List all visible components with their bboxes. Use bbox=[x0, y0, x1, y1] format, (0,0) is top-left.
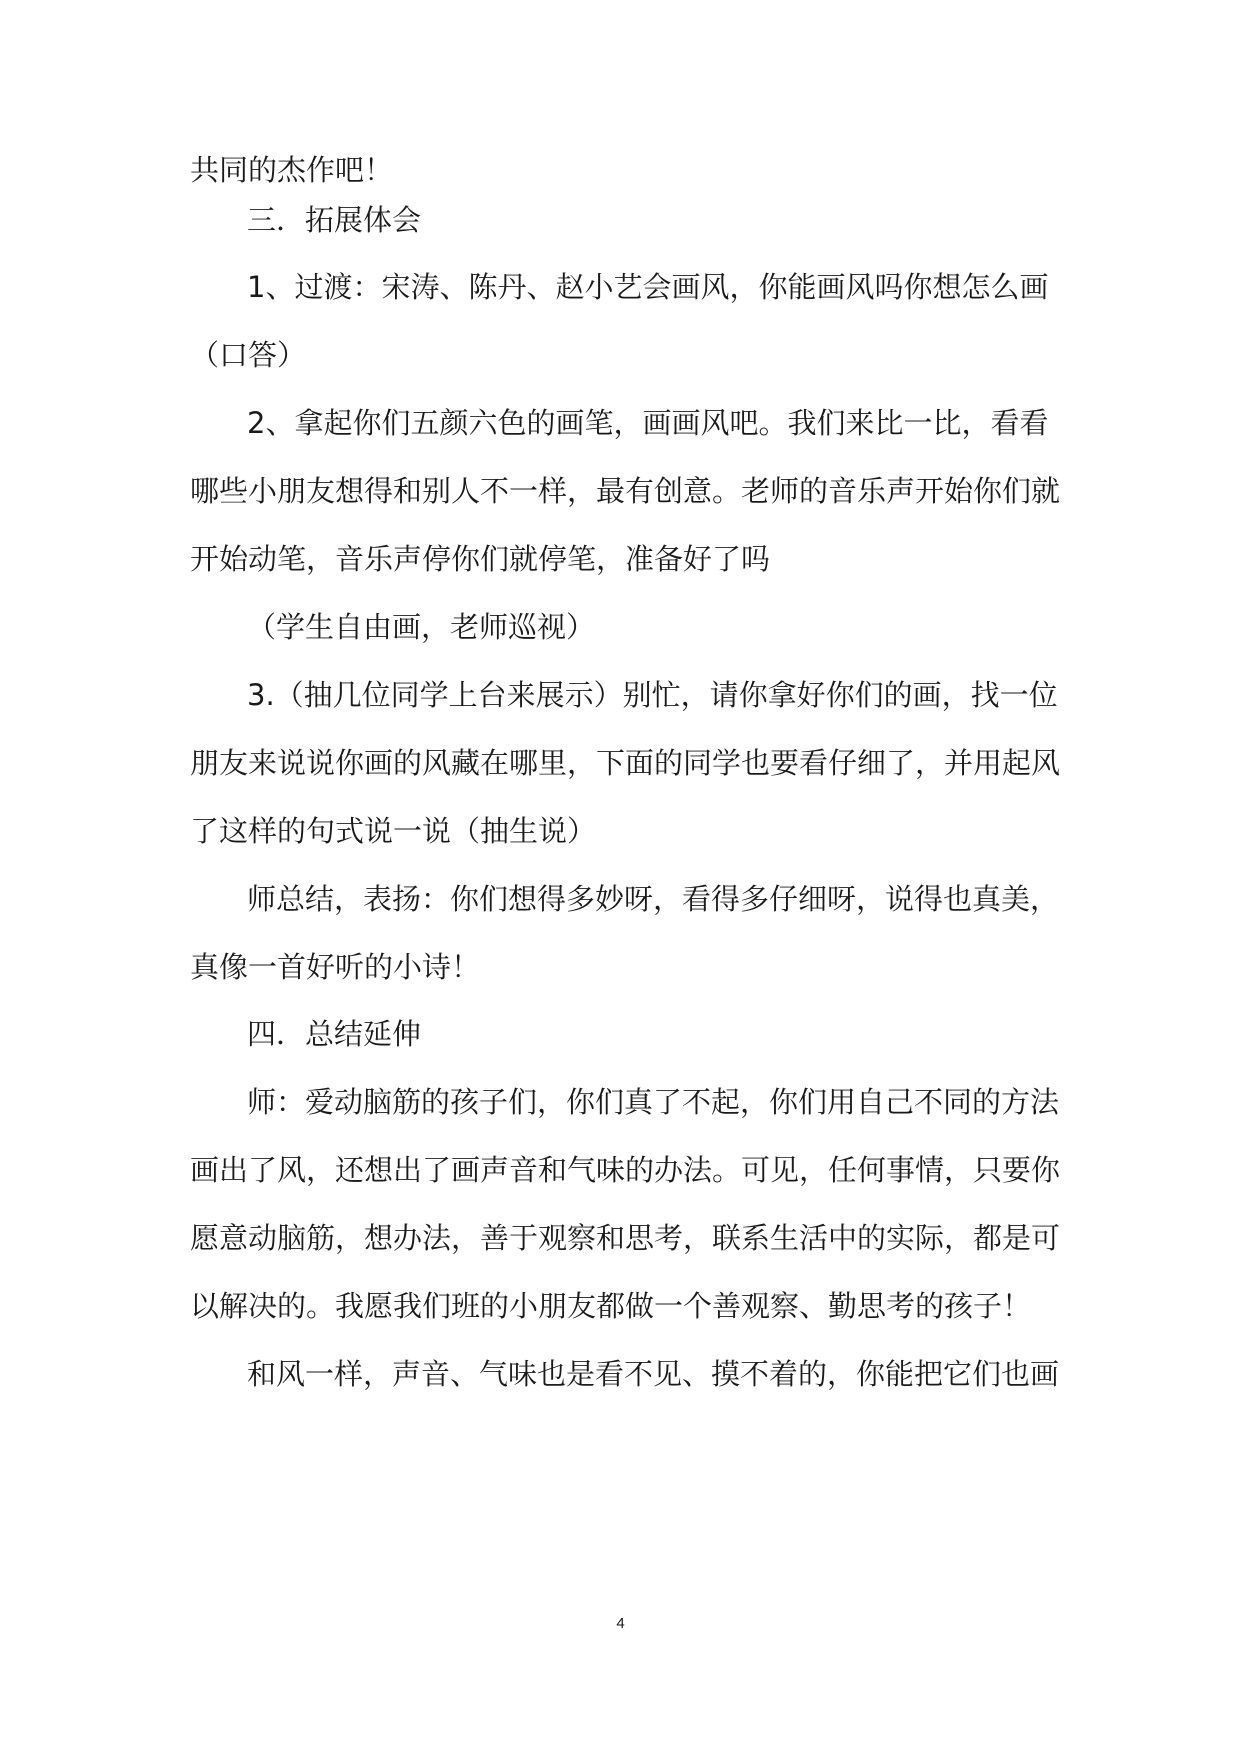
text-line: （口答） bbox=[190, 338, 307, 372]
text-line: 了这样的句式说一说（抽生说） bbox=[190, 814, 597, 848]
text-line: 1、过渡：宋涛、陈丹、赵小艺会画风，你能画风吗你想怎么画 bbox=[247, 270, 1049, 304]
text-line: 2、拿起你们五颜六色的画笔，画画风吧。我们来比一比，看看 bbox=[247, 406, 1049, 440]
text-line: 愿意动脑筋，想办法，善于观察和思考，联系生活中的实际，都是可 bbox=[190, 1221, 1061, 1255]
text-line: （学生自由画，老师巡视） bbox=[247, 610, 596, 644]
text-line: 哪些小朋友想得和别人不一样，最有创意。老师的音乐声开始你们就 bbox=[190, 474, 1061, 508]
section-heading: 四．总结延伸 bbox=[247, 1017, 422, 1051]
text-line: 3.（抽几位同学上台来展示）别忙，请你拿好你们的画，找一位 bbox=[247, 678, 1058, 712]
text-line: 和风一样，声音、气味也是看不见、摸不着的，你能把它们也画 bbox=[247, 1357, 1060, 1391]
page-number: 4 bbox=[616, 1615, 625, 1632]
text-line: 真像一首好听的小诗！ bbox=[190, 950, 481, 984]
text-line: 共同的杰作吧！ bbox=[190, 153, 394, 187]
text-line: 画出了风，还想出了画声音和气味的办法。可见，任何事情，只要你 bbox=[190, 1153, 1061, 1187]
text-line: 以解决的。我愿我们班的小朋友都做一个善观察、勤思考的孩子！ bbox=[190, 1289, 1032, 1323]
text-line: 朋友来说说你画的风藏在哪里，下面的同学也要看仔细了，并用起风 bbox=[190, 746, 1061, 780]
section-heading: 三．拓展体会 bbox=[247, 203, 422, 237]
text-line: 开始动笔，音乐声停你们就停笔，准备好了吗 bbox=[190, 542, 771, 576]
text-line: 师：爱动脑筋的孩子们，你们真了不起，你们用自己不同的方法 bbox=[247, 1085, 1060, 1119]
text-line: 师总结，表扬：你们想得多妙呀，看得多仔细呀，说得也真美， bbox=[247, 882, 1060, 916]
